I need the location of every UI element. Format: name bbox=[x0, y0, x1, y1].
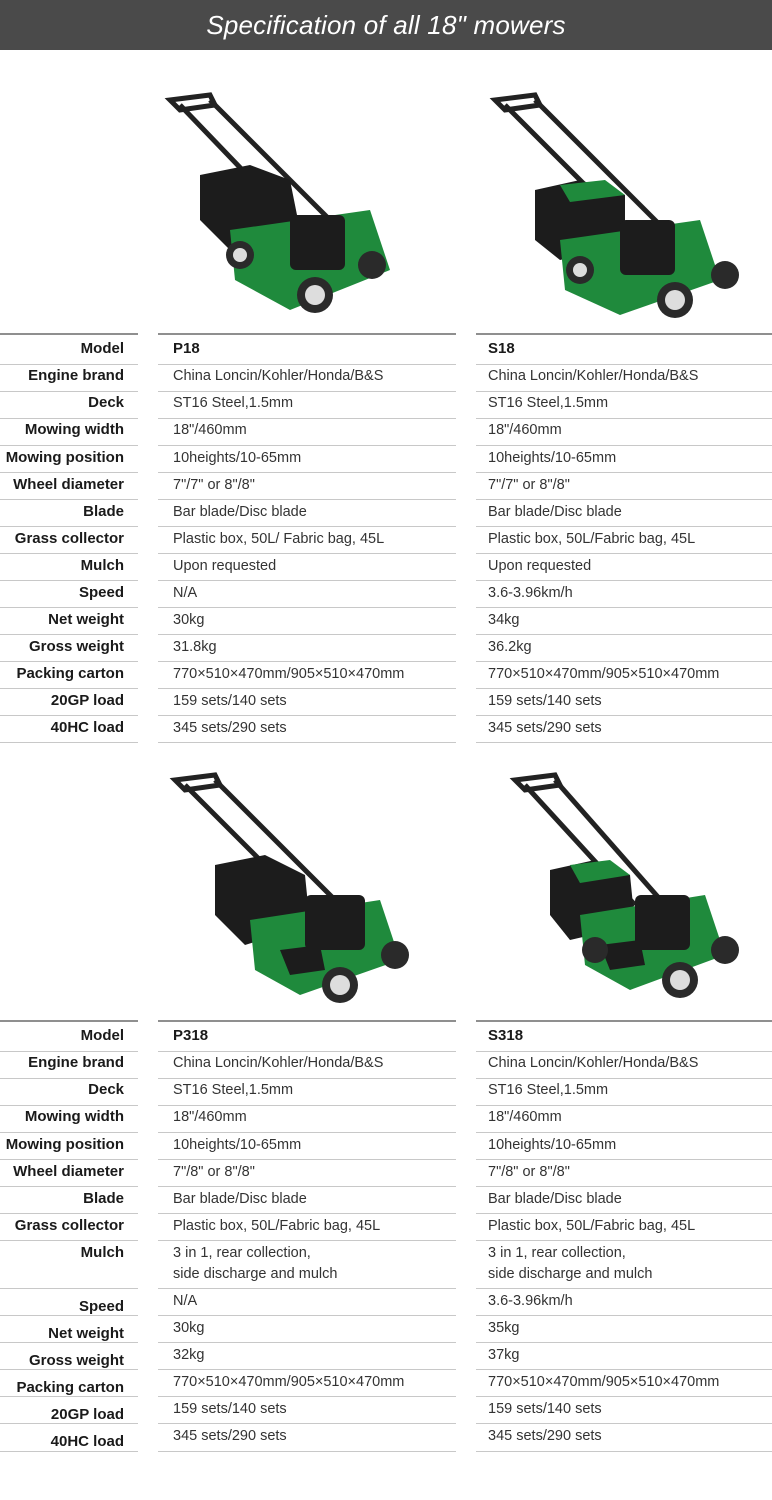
p318-wheel-diameter: 7"/8" or 8"/8" bbox=[173, 1164, 255, 1180]
p18-model: P18 bbox=[173, 340, 200, 357]
s18-20gp-load: 159 sets/140 sets bbox=[488, 693, 602, 709]
row-label-model: Model bbox=[80, 340, 124, 357]
page-title: Specification of all 18" mowers bbox=[206, 9, 566, 40]
row-label-wheel-diameter: Wheel diameter bbox=[13, 476, 124, 493]
s18-packing-carton: 770×510×470mm/905×510×470mm bbox=[488, 666, 720, 682]
p318-gross-weight: 32kg bbox=[173, 1347, 205, 1363]
s18-model: S18 bbox=[488, 340, 515, 357]
lawn-mower-icon bbox=[460, 765, 760, 1015]
row-label-deck: Deck bbox=[88, 394, 124, 411]
p318-mulch-line-2: side discharge and mulch bbox=[173, 1266, 338, 1282]
p318-blade: Bar blade/Disc blade bbox=[173, 1191, 307, 1207]
s18-mulch: Upon requested bbox=[488, 558, 592, 574]
p18-gross-weight: 31.8kg bbox=[173, 639, 217, 655]
p18-packing-carton: 770×510×470mm/905×510×470mm bbox=[173, 666, 405, 682]
p318-mulch: 3 in 1, rear collection, bbox=[173, 1245, 311, 1261]
row-label-net-weight: Net weight bbox=[48, 611, 124, 628]
p18-blade: Bar blade/Disc blade bbox=[173, 504, 307, 520]
row-label-grass-collector: Grass collector bbox=[14, 1217, 124, 1234]
s18-40hc-load: 345 sets/290 sets bbox=[488, 720, 602, 736]
row-label-blade: Blade bbox=[83, 503, 124, 520]
row-label-gross-weight: Gross weight bbox=[28, 1352, 124, 1369]
p318-speed: N/A bbox=[173, 1293, 198, 1309]
row-label-packing-carton: Packing carton bbox=[16, 665, 124, 682]
p18-wheel-diameter: 7"/7" or 8"/8" bbox=[173, 477, 255, 493]
s18-blade: Bar blade/Disc blade bbox=[488, 504, 622, 520]
p318-mowing-width: 18"/460mm bbox=[173, 1109, 247, 1125]
p18-mowing-width: 18"/460mm bbox=[173, 422, 247, 438]
row-label-speed: Speed bbox=[78, 584, 124, 601]
s18-wheel-diameter: 7"/7" or 8"/8" bbox=[488, 477, 570, 493]
p318-40hc-load: 345 sets/290 sets bbox=[173, 1428, 287, 1444]
s18-deck: ST16 Steel,1.5mm bbox=[488, 395, 609, 411]
row-label-20gp-load: 20GP load bbox=[50, 692, 124, 709]
s318-mulch-line-2: side discharge and mulch bbox=[488, 1266, 653, 1282]
p18-mowing-position: 10heights/10-65mm bbox=[173, 450, 302, 466]
s318-40hc-load: 345 sets/290 sets bbox=[488, 1428, 602, 1444]
p18-speed: N/A bbox=[173, 585, 198, 601]
row-label-mowing-position: Mowing position bbox=[5, 1136, 124, 1153]
p318-net-weight: 30kg bbox=[173, 1320, 205, 1336]
row-label-engine-brand: Engine brand bbox=[28, 1054, 124, 1071]
row-label-mowing-width: Mowing width bbox=[24, 1108, 124, 1125]
s318-engine-brand: China Loncin/Kohler/Honda/B&S bbox=[488, 1055, 699, 1071]
page-header bbox=[0, 0, 772, 50]
p318-packing-carton: 770×510×470mm/905×510×470mm bbox=[173, 1374, 405, 1390]
s318-gross-weight: 37kg bbox=[488, 1347, 520, 1363]
p18-mulch: Upon requested bbox=[173, 558, 277, 574]
lawn-mower-icon bbox=[140, 765, 440, 1015]
lawn-mower-icon bbox=[460, 80, 760, 330]
s318-mower-image bbox=[460, 765, 760, 1015]
row-label-blade: Blade bbox=[83, 1190, 124, 1207]
p318-deck: ST16 Steel,1.5mm bbox=[173, 1082, 294, 1098]
s318-speed: 3.6-3.96km/h bbox=[488, 1293, 573, 1309]
p318-grass-collector: Plastic box, 50L/Fabric bag, 45L bbox=[173, 1218, 381, 1234]
p18-grass-collector: Plastic box, 50L/ Fabric bag, 45L bbox=[173, 531, 385, 547]
s18-grass-collector: Plastic box, 50L/Fabric bag, 45L bbox=[488, 531, 696, 547]
s318-packing-carton: 770×510×470mm/905×510×470mm bbox=[488, 1374, 720, 1390]
row-label-grass-collector: Grass collector bbox=[14, 530, 124, 547]
s318-grass-collector: Plastic box, 50L/Fabric bag, 45L bbox=[488, 1218, 696, 1234]
p318-mower-image bbox=[140, 765, 440, 1015]
p318-model: P318 bbox=[173, 1027, 209, 1044]
row-label-net-weight: Net weight bbox=[48, 1325, 124, 1342]
row-label-speed: Speed bbox=[78, 1298, 124, 1315]
s18-mower-image bbox=[460, 80, 760, 330]
row-label-40hc-load: 40HC load bbox=[50, 1433, 124, 1450]
s318-model: S318 bbox=[488, 1027, 524, 1044]
row-label-gross-weight: Gross weight bbox=[28, 638, 124, 655]
row-label-mulch: Mulch bbox=[80, 1244, 124, 1261]
p318-20gp-load: 159 sets/140 sets bbox=[173, 1401, 287, 1417]
row-label-wheel-diameter: Wheel diameter bbox=[13, 1163, 124, 1180]
p18-40hc-load: 345 sets/290 sets bbox=[173, 720, 287, 736]
row-label-packing-carton: Packing carton bbox=[16, 1379, 124, 1396]
s318-mowing-width: 18"/460mm bbox=[488, 1109, 562, 1125]
s318-mowing-position: 10heights/10-65mm bbox=[488, 1137, 617, 1153]
s318-wheel-diameter: 7"/8" or 8"/8" bbox=[488, 1164, 570, 1180]
row-label-model: Model bbox=[80, 1027, 124, 1044]
row-label-20gp-load: 20GP load bbox=[50, 1406, 124, 1423]
row-label-mowing-position: Mowing position bbox=[5, 449, 124, 466]
p318-mowing-position: 10heights/10-65mm bbox=[173, 1137, 302, 1153]
s18-gross-weight: 36.2kg bbox=[488, 639, 532, 655]
row-label-deck: Deck bbox=[88, 1081, 124, 1098]
s318-deck: ST16 Steel,1.5mm bbox=[488, 1082, 609, 1098]
s18-mowing-width: 18"/460mm bbox=[488, 422, 562, 438]
p18-net-weight: 30kg bbox=[173, 612, 205, 628]
p18-engine-brand: China Loncin/Kohler/Honda/B&S bbox=[173, 368, 384, 384]
p18-deck: ST16 Steel,1.5mm bbox=[173, 395, 294, 411]
s18-engine-brand: China Loncin/Kohler/Honda/B&S bbox=[488, 368, 699, 384]
p318-engine-brand: China Loncin/Kohler/Honda/B&S bbox=[173, 1055, 384, 1071]
s318-mulch: 3 in 1, rear collection, bbox=[488, 1245, 626, 1261]
row-label-40hc-load: 40HC load bbox=[50, 719, 124, 736]
p18-20gp-load: 159 sets/140 sets bbox=[173, 693, 287, 709]
s18-mowing-position: 10heights/10-65mm bbox=[488, 450, 617, 466]
row-label-mulch: Mulch bbox=[80, 557, 124, 574]
s18-speed: 3.6-3.96km/h bbox=[488, 585, 573, 601]
lawn-mower-icon bbox=[140, 80, 440, 330]
row-label-mowing-width: Mowing width bbox=[24, 421, 124, 438]
s318-blade: Bar blade/Disc blade bbox=[488, 1191, 622, 1207]
row-label-engine-brand: Engine brand bbox=[28, 367, 124, 384]
p18-mower-image bbox=[140, 80, 440, 330]
s318-net-weight: 35kg bbox=[488, 1320, 520, 1336]
s318-20gp-load: 159 sets/140 sets bbox=[488, 1401, 602, 1417]
s18-net-weight: 34kg bbox=[488, 612, 520, 628]
